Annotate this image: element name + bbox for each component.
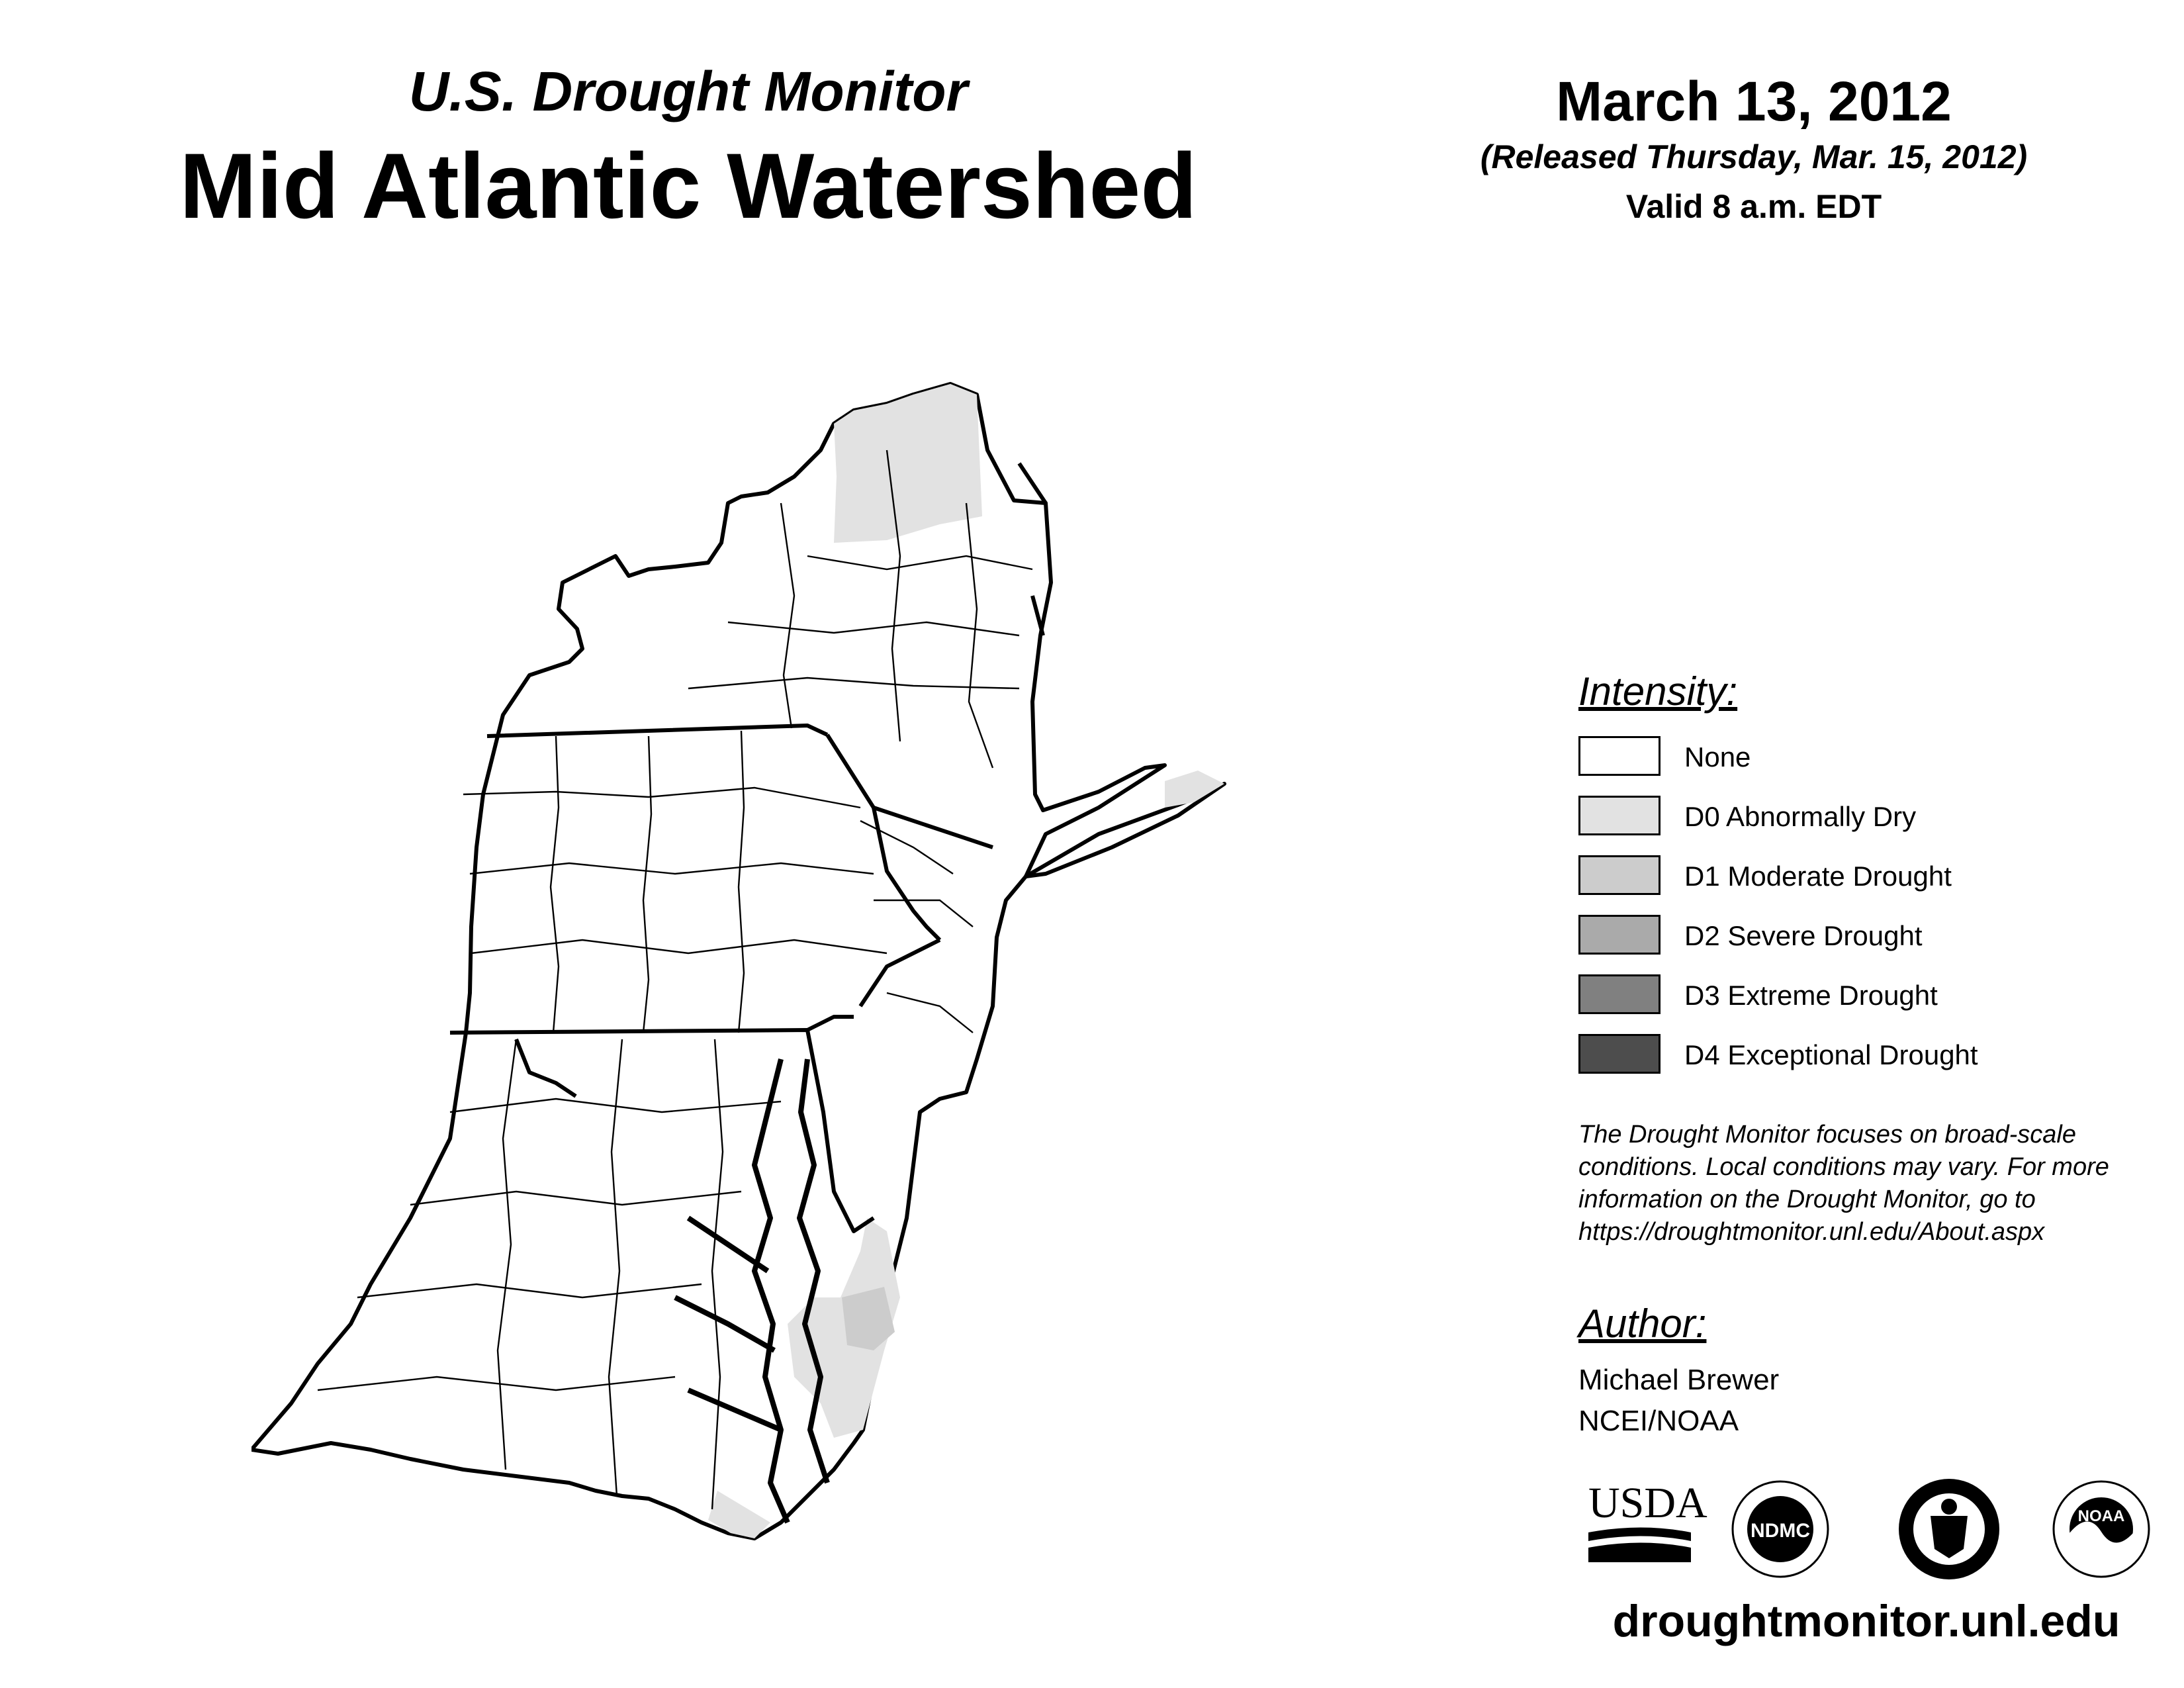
legend-item [1578, 855, 2161, 899]
legend-label: D3 Extreme Drought [1684, 980, 1938, 1011]
ndmc-logo [1733, 1481, 1828, 1577]
release-date: (Released Thursday, Mar. 15, 2012) [1480, 138, 2028, 175]
watershed-outline [251, 384, 1224, 1538]
legend-item [1578, 974, 2161, 1018]
legend-label: D4 Exceptional Drought [1684, 1039, 1978, 1070]
drought-map [251, 371, 1337, 1615]
note-line: The Drought Monitor focuses on broad-scale [1578, 1121, 2076, 1149]
legend-item [1578, 796, 2161, 839]
note-line: information on the Drought Monitor, go to [1578, 1186, 2036, 1213]
legend-label: D1 Moderate Drought [1684, 861, 1952, 892]
map-note [1578, 1119, 2174, 1248]
legend-label: None [1684, 741, 1751, 773]
legend-swatch [1578, 796, 1661, 835]
drought-area-d0-north [834, 384, 982, 543]
svg-text:NOAA: NOAA [2077, 1507, 2125, 1525]
legend-item [1578, 1034, 2161, 1078]
usda-logo [1588, 1479, 1707, 1562]
legend-swatch [1578, 855, 1661, 895]
author-name: Michael Brewer [1578, 1364, 1780, 1396]
author-org: NCEI/NOAA [1578, 1405, 1739, 1437]
commerce-seal [1899, 1479, 1999, 1579]
svg-text:NDMC: NDMC [1751, 1520, 1810, 1542]
legend-swatch [1578, 915, 1661, 955]
note-line: conditions. Local conditions may vary. For more [1578, 1153, 2109, 1181]
noaa-logo [2054, 1481, 2149, 1577]
note-line: https://droughtmonitor.unl.edu/About.aspx [1578, 1218, 2045, 1246]
map-title: Mid Atlantic Watershed [179, 134, 1197, 238]
legend-swatch [1578, 736, 1661, 776]
author-title: Author: [1578, 1301, 1707, 1346]
legend-item [1578, 915, 2161, 959]
svg-text:USDA: USDA [1588, 1479, 1707, 1527]
legend-label: D2 Severe Drought [1684, 920, 1923, 951]
legend-swatch [1578, 974, 1661, 1014]
legend-title: Intensity: [1578, 669, 1738, 714]
legend-item [1578, 736, 2161, 780]
legend-swatch [1578, 1034, 1661, 1074]
map-date: March 13, 2012 [1556, 70, 1952, 132]
valid-time: Valid 8 a.m. EDT [1625, 188, 1882, 225]
map-subtitle: U.S. Drought Monitor [408, 60, 968, 122]
footer-url[interactable]: droughtmonitor.unl.edu [1612, 1596, 2120, 1646]
legend-label: D0 Abnormally Dry [1684, 801, 1917, 832]
agency-logos [1588, 1470, 2158, 1589]
